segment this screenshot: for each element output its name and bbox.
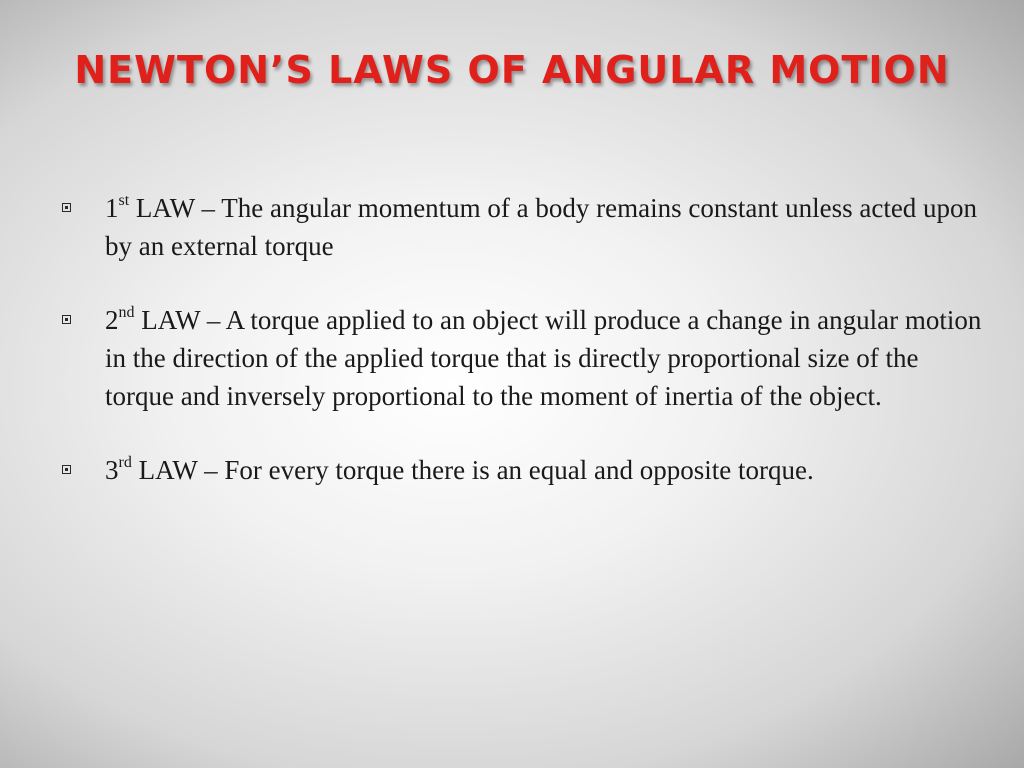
law-number: 2 (105, 305, 119, 335)
law-number: 3 (105, 455, 119, 485)
bullet-first-law (62, 189, 982, 265)
square-bullet-icon (62, 315, 71, 324)
square-bullet-icon (62, 203, 71, 212)
law-description: LAW – For every torque there is an equal and opposite torque. (131, 455, 814, 485)
bullet-text (105, 301, 982, 415)
bullet-list (62, 189, 982, 525)
law-description: LAW – The angular momentum of a body remains constant unless acted upon by an external torque (105, 193, 978, 261)
bullet-second-law (62, 301, 982, 415)
ordinal-suffix: st (118, 192, 130, 209)
law-number: 1 (105, 193, 119, 223)
bullet-third-law (62, 451, 982, 489)
bullet-text (105, 189, 982, 265)
ordinal-suffix: rd (118, 454, 132, 471)
slide-title: NEWTON’S LAWS OF ANGULAR MOTION (74, 48, 950, 92)
square-bullet-icon (62, 465, 71, 474)
law-description: LAW – A torque applied to an object will produce a change in angular motion in the direction of the applied torque that is directly proportional size of the torque and inversely proportional to the moment of inertia of the object. (105, 305, 982, 411)
bullet-text (105, 451, 814, 489)
ordinal-suffix: nd (118, 304, 135, 321)
